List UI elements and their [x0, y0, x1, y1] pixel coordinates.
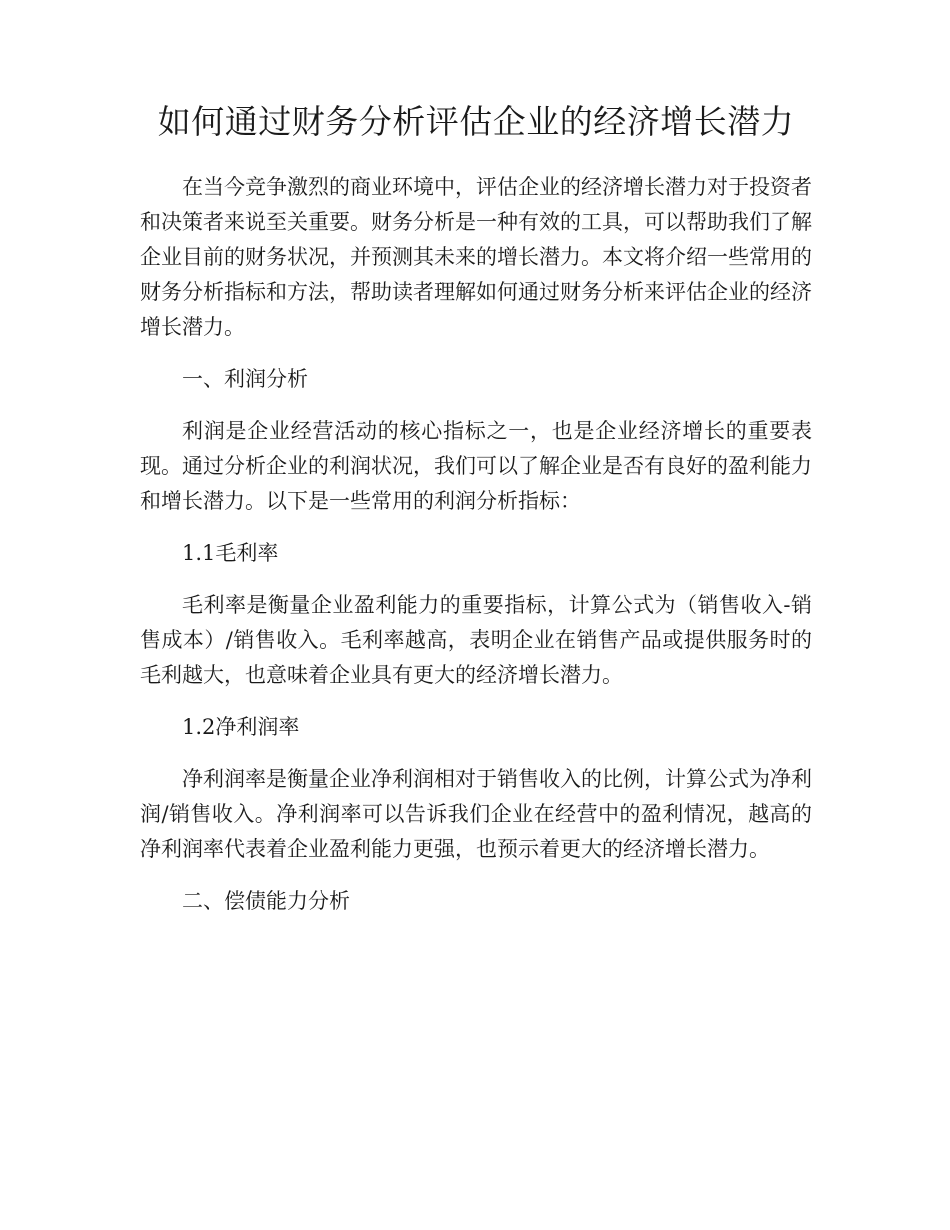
gross-margin-paragraph: 毛利率是衡量企业盈利能力的重要指标，计算公式为（销售收入-销售成本）/销售收入。毛利率越高，表明企业在销售产品或提供服务时的毛利越大，也意味着企业具有更大的经济增长潜力。 [140, 593, 812, 687]
subsection-heading-net-margin: 1.2净利润率 [182, 715, 300, 739]
section-heading-profit-analysis: 一、利润分析 [182, 367, 308, 391]
profit-analysis-paragraph: 利润是企业经营活动的核心指标之一，也是企业经济增长的重要表现。通过分析企业的利润状况，我们可以了解企业是否有良好的盈利能力和增长潜力。以下是一些常用的利润分析指标： [140, 419, 812, 513]
page-title: 如何通过财务分析评估企业的经济增长潜力 [157, 102, 795, 141]
intro-paragraph: 在当今竞争激烈的商业环境中，评估企业的经济增长潜力对于投资者和决策者来说至关重要。财务分析是一种有效的工具，可以帮助我们了解企业目前的财务状况，并预测其未来的增长潜力。本文将介绍一些常用的财务分析指标和方法，帮助读者理解如何通过财务分析来评估企业的经济增长潜力。 [140, 175, 812, 339]
net-margin-paragraph: 净利润率是衡量企业净利润相对于销售收入的比例，计算公式为净利润/销售收入。净利润率可以告诉我们企业在经营中的盈利情况，越高的净利润率代表着企业盈利能力更强，也预示着更大的经济增长潜力。 [140, 767, 812, 861]
subsection-heading-gross-margin: 1.1毛利率 [182, 541, 279, 565]
section-heading-solvency-analysis: 二、偿债能力分析 [182, 889, 350, 913]
